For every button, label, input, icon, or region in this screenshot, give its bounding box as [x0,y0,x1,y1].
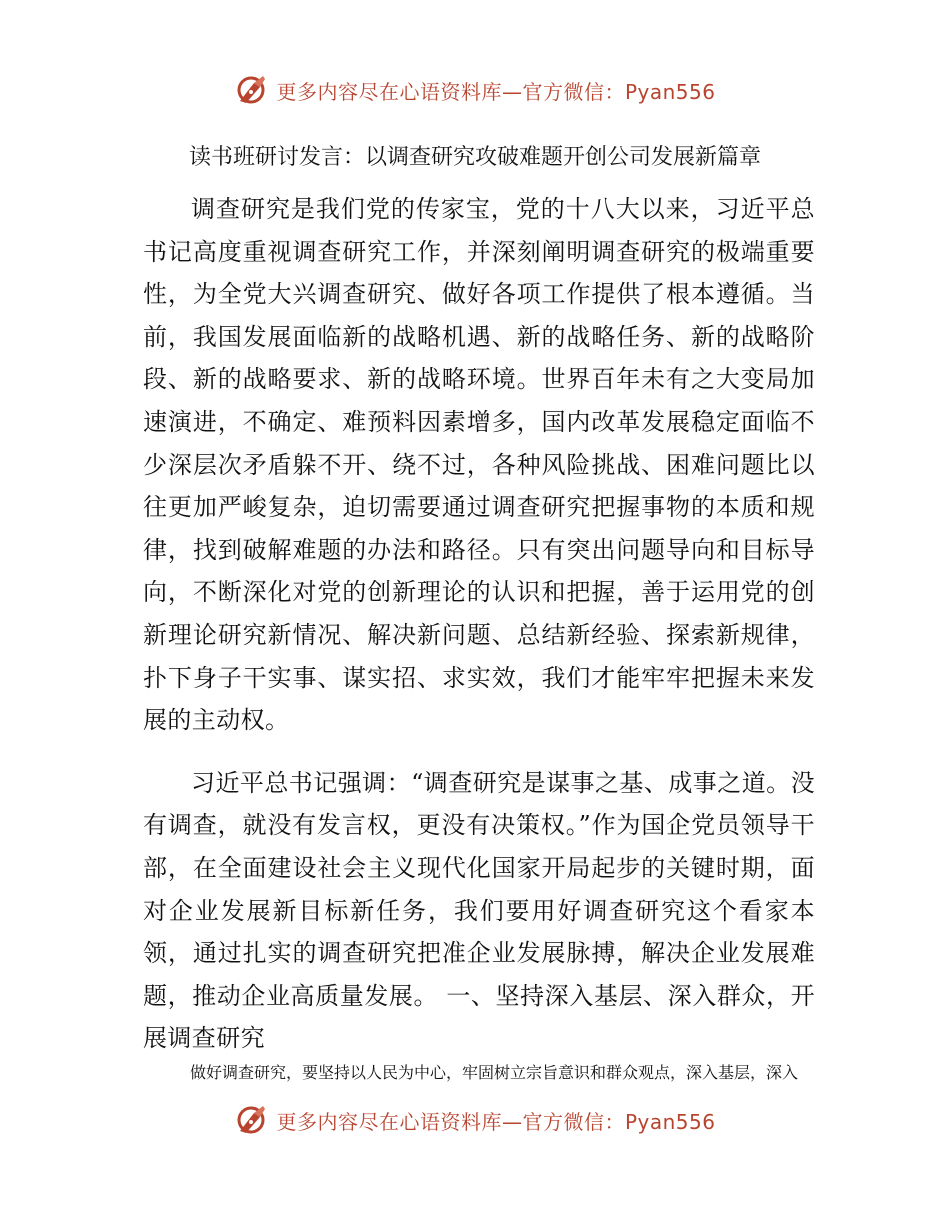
banner-text: 更多内容尽在心语资料库—官方微信：Pyan556 [276,79,716,104]
paragraph-2: 习近平总书记强调：“调查研究是谋事之基、成事之道。没有调查，就没有发言权，更没有决策权。”作为国企党员领导干部，在全面建设社会主义现代化国家开局起步的关键时期，面对企业发展新目标新任务，我们要用好调查研究这个看家本领，通过扎实的调查研究把准企业发展脉搏，解决企业发展难题，推动企业高质量发展。 一、坚持深入基层、深入群众，开展调查研究 [143,768,815,1053]
paragraph-1: 调查研究是我们党的传家宝，党的十八大以来，习近平总书记高度重视调查研究工作，并深刻阐明调查研究的极端重要性，为全党大兴调查研究、做好各项工作提供了根本遵循。当前，我国发展面临新的战略机遇、新的战略任务、新的战略阶段、新的战略要求、新的战略环境。世界百年未有之大变局加速演进，不确定、难预料因素增多，国内改革发展稳定面临不少深层次矛盾躲不开、绕不过，各种风险挑战、困难问题比以往更加严峻复杂，迫切需要通过调查研究把握事物的本质和规律，找到破解难题的办法和路径。只有突出问题导向和目标导向，不断深化对党的创新理论的认识和把握，善于运用党的创新理论研究新情况、解决新问题、总结新经验、探索新规律，扑下身子干实事、谋实招、求实效，我们才能牢牢把握未来发展的主动权。 [143,195,815,735]
footer-banner [0,1100,950,1140]
pen-nib-circle-icon [234,1103,268,1137]
banner-content [234,1103,715,1137]
banner-content [234,73,715,107]
header-banner [0,70,950,110]
document-title: 读书班研讨发言：以调查研究攻破难题开创公司发展新篇章 [188,145,761,170]
pen-nib-circle-icon [234,73,268,107]
page-footer-text: 做好调查研究，要坚持以人民为中心，牢固树立宗旨意识和群众观点，深入基层，深入 [190,1063,799,1082]
banner-text: 更多内容尽在心语资料库—官方微信：Pyan556 [276,1109,716,1134]
document-body [143,188,815,1060]
